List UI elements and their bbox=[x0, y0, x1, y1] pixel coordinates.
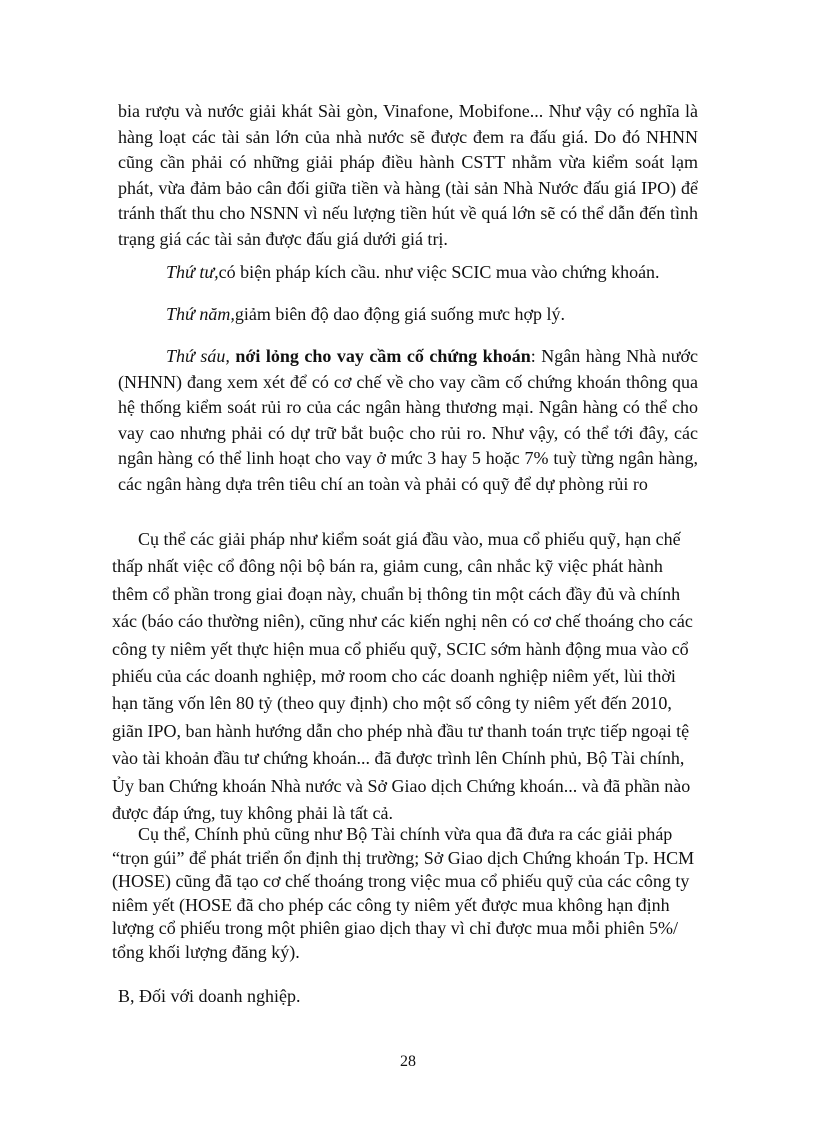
paragraph-lead: Thứ năm, bbox=[166, 304, 235, 324]
paragraph-lead: Thứ tư, bbox=[166, 262, 219, 282]
paragraph-specific-solutions: Cụ thể các giải pháp như kiểm soát giá đầu vào, mua cổ phiếu quỹ, hạn chế thấp nhất việc cổ đông nội bộ bán ra, giảm cung, cân nhắc kỹ việc phát hành thêm cổ phần trong giai đoạn này, chuẩn bị thông tin một cách đầy đủ và chính xác (báo cáo thường niên), cũng như các kiến nghị nên có cơ chế thoáng cho các công ty niêm yết thực hiện mua cổ phiếu quỹ, SCIC sớm hành động mua vào cổ phiếu của các doanh nghiệp, mở room cho các doanh nghiệp niêm yết, lùi thời hạn tăng vốn lên 80 tỷ (theo quy định) cho một số công ty niêm yết đến 2010, giãn IPO, ban hành hướng dẫn cho phép nhà đầu tư thanh toán trực tiếp ngoại tệ vào tài khoản đầu tư chứng khoán... đã được trình lên Chính phủ, Bộ Tài chính, Ủy ban Chứng khoán Nhà nước và Sở Giao dịch Chứng khoán... và đã phần nào được đáp ứng, tuy không phải là tất cả. bbox=[112, 529, 693, 824]
paragraph-lead: Thứ sáu, bbox=[166, 346, 230, 366]
paragraph-fifth-measure bbox=[118, 302, 698, 328]
section-heading-enterprises: B, Đối với doanh nghiệp. bbox=[118, 986, 301, 1006]
paragraph-bold-heading: nới lỏng cho vay cầm cố chứng khoán bbox=[229, 346, 531, 366]
paragraph-government-package: Cụ thể, Chính phủ cũng như Bộ Tài chính vừa qua đã đưa ra các giải pháp “trọn gúi” để phát triển ổn định thị trường; Sở Giao dịch Chứng khoán Tp. HCM (HOSE) cũng đã tạo cơ chế thoáng trong việc mua cổ phiếu quỹ của các công ty niêm yết (HOSE đã cho phép các công ty niêm yết được mua không hạn định lượng cổ phiếu trong một phiên giao dịch thay vì chỉ được mua mỗi phiên 5%/ tổng khối lượng đăng ký). bbox=[112, 824, 695, 962]
page-number: 28 bbox=[400, 1053, 416, 1070]
paragraph-fourth-measure bbox=[118, 260, 698, 286]
paragraph-body: : Ngân hàng Nhà nước (NHNN) đang xem xét để có cơ chế về cho vay cầm cố chứng khoán thông qua hệ thống kiểm soát rủi ro của các ngân hàng thương mại. Ngân hàng có thể cho vay cao nhưng phải có dự trữ bắt buộc cho rủi ro. Như vậy, có thể tới đây, các ngân hàng có thể linh hoạt cho vay ở mức 3 hay 5 hoặc 7% tuỳ từng ngân hàng, các ngân hàng dựa trên tiêu chí an toàn và phải có quỹ để dự phòng rủi ro bbox=[118, 346, 698, 494]
paragraph-body: giảm biên độ dao động giá suống mưc hợp lý. bbox=[234, 304, 566, 324]
paragraph-ipo-auction: bia rượu và nước giải khát Sài gòn, Vinafone, Mobifone... Như vậy có nghĩa là hàng loạt các tài sản lớn của nhà nước sẽ được đem ra đấu giá. Do đó NHNN cũng cần phải có những giải pháp điều hành CSTT nhằm vừa kiểm soát lạm phát, vừa đảm bảo cân đối giữa tiền và hàng (tài sản Nhà Nước đấu giá IPO) để tránh thất thu cho NSNN vì nếu lượng tiền hút về quá lớn sẽ có thể dẫn đến tình trạng giá các tài sản được đấu giá dưới giá trị. bbox=[118, 101, 698, 249]
paragraph-body: có biện pháp kích cầu. như việc SCIC mua vào chứng khoán. bbox=[218, 262, 660, 282]
paragraph-sixth-measure bbox=[118, 344, 698, 497]
